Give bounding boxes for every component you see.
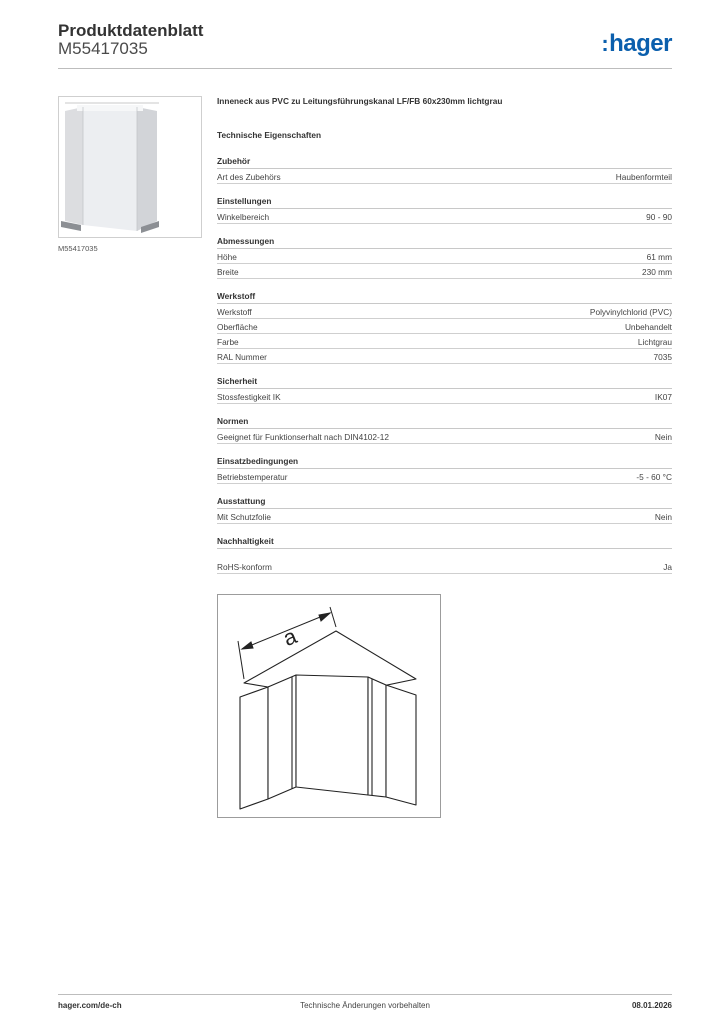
spec-row bbox=[217, 429, 672, 444]
section-abmessungen bbox=[217, 236, 672, 279]
article-number: M55417035 bbox=[58, 39, 148, 58]
spec-value: Nein bbox=[654, 432, 672, 442]
spec-row bbox=[217, 559, 672, 574]
spec-row bbox=[217, 304, 672, 319]
product-photo-image bbox=[59, 97, 201, 237]
spec-label: Geeignet für Funktionserhalt nach DIN4102-12 bbox=[217, 432, 390, 442]
spec-value: Lichtgrau bbox=[637, 337, 672, 347]
spec-label: RoHS-konform bbox=[217, 562, 272, 572]
spec-label: Stossfestigkeit IK bbox=[217, 392, 281, 402]
footer-date: 08.01.2026 bbox=[631, 1001, 672, 1010]
section-title: Nachhaltigkeit bbox=[217, 536, 672, 549]
section-zubehoer bbox=[217, 156, 672, 184]
spec-row bbox=[217, 169, 672, 184]
spec-row bbox=[217, 264, 672, 279]
photo-caption: M55417035 bbox=[58, 244, 98, 253]
spec-value: 230 mm bbox=[642, 267, 672, 277]
section-title: Sicherheit bbox=[217, 376, 672, 389]
dimension-label: a bbox=[279, 623, 301, 652]
spec-label: Art des Zubehörs bbox=[217, 172, 281, 182]
spec-row bbox=[217, 319, 672, 334]
technical-properties-heading: Technische Eigenschaften bbox=[217, 130, 322, 140]
spec-value: Haubenformteil bbox=[615, 172, 672, 182]
spec-label: Werkstoff bbox=[217, 307, 252, 317]
section-ausstattung bbox=[217, 496, 672, 524]
spec-value: Polyvinylchlorid (PVC) bbox=[589, 307, 672, 317]
spec-value: 90 - 90 bbox=[646, 212, 672, 222]
spec-row bbox=[217, 349, 672, 364]
product-description: Inneneck aus PVC zu Leitungsführungskanal LF/FB 60x230mm lichtgrau bbox=[217, 96, 503, 106]
spec-row bbox=[217, 509, 672, 524]
spec-row bbox=[217, 209, 672, 224]
section-nachhaltigkeit bbox=[217, 536, 672, 574]
section-title: Werkstoff bbox=[217, 291, 672, 304]
section-title: Einstellungen bbox=[217, 196, 672, 209]
section-title: Ausstattung bbox=[217, 496, 672, 509]
spec-row bbox=[217, 249, 672, 264]
section-title: Zubehör bbox=[217, 156, 672, 169]
spec-label: Farbe bbox=[217, 337, 239, 347]
spec-label: Mit Schutzfolie bbox=[217, 512, 271, 522]
section-einsatzbedingungen bbox=[217, 456, 672, 484]
spec-label: Höhe bbox=[217, 252, 237, 262]
technical-data bbox=[217, 96, 672, 610]
spec-value: 7035 bbox=[653, 352, 672, 362]
footer-disclaimer: Technische Änderungen vorbehalten bbox=[300, 1001, 430, 1010]
spec-value: 61 mm bbox=[646, 252, 672, 262]
spec-label: Winkelbereich bbox=[217, 212, 270, 222]
inner-corner-drawing bbox=[218, 595, 440, 817]
spec-value: IK07 bbox=[654, 392, 672, 402]
section-normen bbox=[217, 416, 672, 444]
spec-label: Oberfläche bbox=[217, 322, 258, 332]
spec-row bbox=[217, 334, 672, 349]
spec-value: Nein bbox=[654, 512, 672, 522]
product-photo bbox=[58, 96, 202, 238]
spec-row bbox=[217, 469, 672, 484]
logo-text: hager bbox=[609, 30, 672, 57]
spec-label: Breite bbox=[217, 267, 239, 277]
section-sicherheit bbox=[217, 376, 672, 404]
logo-dots: : bbox=[601, 31, 609, 56]
section-title: Einsatzbedingungen bbox=[217, 456, 672, 469]
section-title: Normen bbox=[217, 416, 672, 429]
spec-row bbox=[217, 389, 672, 404]
page-footer bbox=[58, 994, 672, 1015]
hager-logo bbox=[601, 30, 672, 58]
technical-drawing bbox=[217, 594, 441, 818]
spec-value: Unbehandelt bbox=[624, 322, 672, 332]
section-einstellungen bbox=[217, 196, 672, 224]
page-header bbox=[58, 20, 672, 69]
footer-website-link[interactable]: hager.com/de-ch bbox=[58, 1001, 122, 1010]
spec-value: Ja bbox=[663, 562, 672, 572]
spec-label: Betriebstemperatur bbox=[217, 472, 288, 482]
document-title: Produktdatenblatt bbox=[58, 21, 204, 40]
spec-value: -5 - 60 °C bbox=[636, 472, 672, 482]
spec-label: RAL Nummer bbox=[217, 352, 267, 362]
section-title: Abmessungen bbox=[217, 236, 672, 249]
section-werkstoff bbox=[217, 291, 672, 364]
